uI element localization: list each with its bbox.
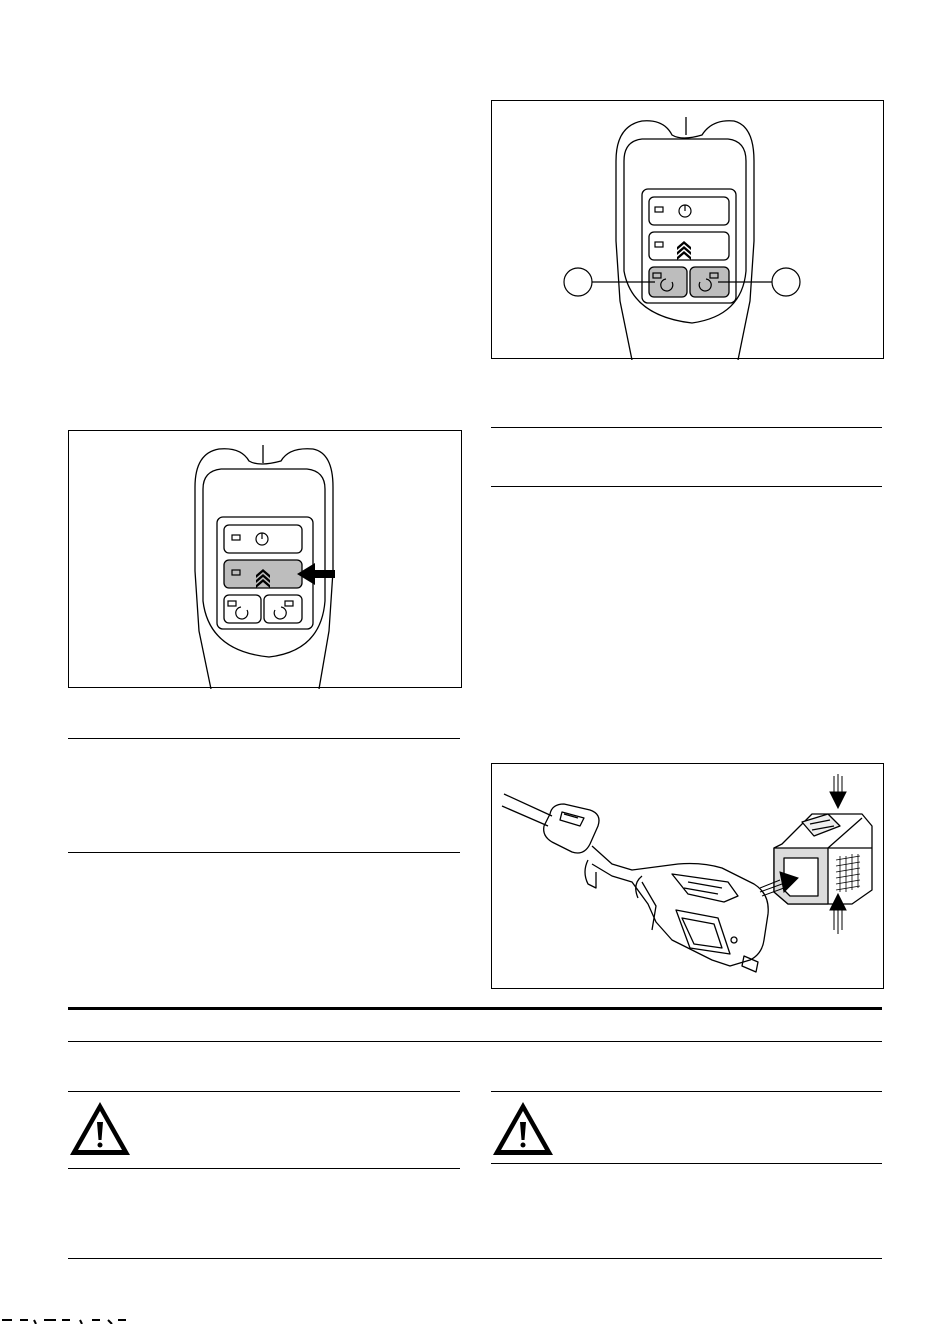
callout-right <box>772 268 800 296</box>
power-icon <box>256 533 268 545</box>
trimmer-battery-illustration <box>492 764 885 990</box>
figure-control-panel-boost <box>68 430 462 688</box>
divider <box>68 1168 460 1169</box>
rotate-left-icon <box>236 607 248 619</box>
led-indicator <box>232 535 240 540</box>
divider <box>68 738 460 739</box>
led-indicator <box>655 207 663 212</box>
divider <box>491 1091 882 1092</box>
callout-left <box>564 268 592 296</box>
control-panel-illustration <box>492 101 885 360</box>
warning-triangle-icon <box>491 1100 555 1158</box>
divider <box>68 852 460 853</box>
led-indicator <box>285 601 293 606</box>
divider <box>68 1258 882 1259</box>
divider <box>68 1041 882 1042</box>
divider <box>491 427 882 428</box>
divider <box>491 1163 882 1164</box>
power-icon <box>679 205 691 217</box>
led-indicator <box>228 601 236 606</box>
warning-triangle-icon <box>68 1100 132 1158</box>
clipped-footer-fragment <box>0 1318 140 1324</box>
boost-chevrons-icon <box>677 241 691 260</box>
rotate-right-icon <box>274 607 286 619</box>
control-panel-illustration <box>69 431 463 689</box>
divider <box>68 1091 460 1092</box>
led-indicator <box>655 242 663 247</box>
figure-control-panel-direction <box>491 100 884 359</box>
section-divider <box>68 1007 882 1010</box>
divider <box>491 486 882 487</box>
figure-battery-installation <box>491 763 884 989</box>
arrow-icon <box>297 563 335 585</box>
